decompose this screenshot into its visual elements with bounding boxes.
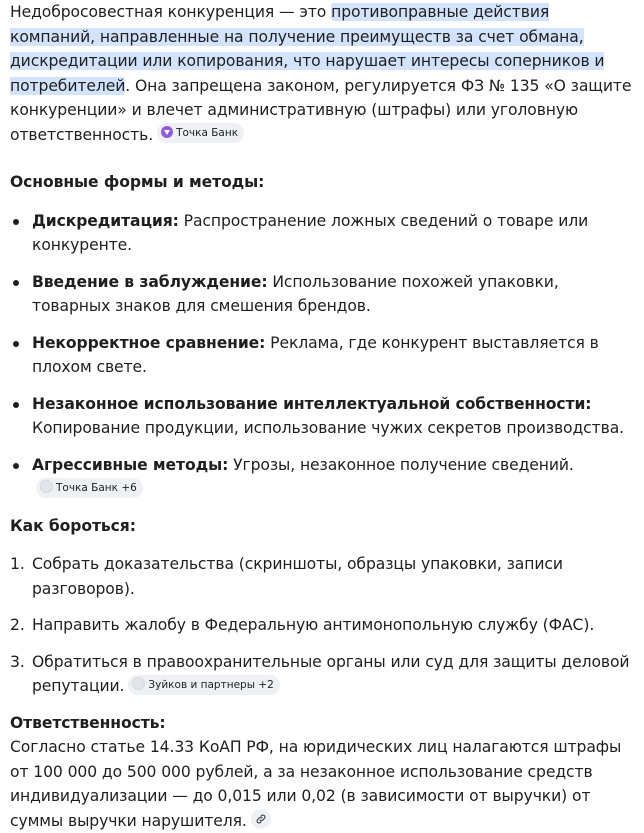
step-number: 3. xyxy=(10,652,25,671)
source-chip-label: Точка Банк +6 xyxy=(56,481,137,494)
list-item xyxy=(10,650,638,699)
source-favicon-icon xyxy=(40,480,53,493)
link-glyph-icon xyxy=(255,813,267,825)
responsibility-text: Согласно статье 14.33 КоАП РФ, на юридических лиц налагаются штрафы от 100 000 до 500 000 рублей, а за незаконное использование средств индивидуализации — до 0,015 или 0,02 (в зависимости от выручки) от суммы выручки нарушителя. xyxy=(10,738,622,830)
source-chip-intro[interactable] xyxy=(157,123,244,143)
list-item xyxy=(10,613,638,638)
intro-tail: . Она запрещена законом, регулируется ФЗ № 135 «О защите конкуренции» и влечет административную (штрафы) или уголовную ответственность. xyxy=(10,76,632,144)
responsibility-paragraph xyxy=(10,735,638,833)
list-item xyxy=(10,270,638,319)
method-term: Агрессивные методы: xyxy=(32,455,229,474)
step-number: 1. xyxy=(10,555,25,573)
source-chip-methods[interactable] xyxy=(36,478,143,498)
method-text: Распространение ложных сведений о товаре или конкуренте. xyxy=(32,211,589,254)
source-favicon-icon xyxy=(161,126,173,138)
methods-list xyxy=(10,209,638,502)
step-text: Направить жалобу в Федеральную антимонопольную службу (ФАС). xyxy=(32,616,595,634)
method-term: Дискредитация: xyxy=(32,211,179,230)
intro-paragraph xyxy=(10,0,638,147)
source-chip-label: Зуйков и партнеры +2 xyxy=(148,678,274,691)
method-text: Угрозы, незаконное получение сведений. xyxy=(228,455,574,474)
method-term: Некорректное сравнение: xyxy=(32,333,266,352)
source-chip-fight[interactable] xyxy=(128,675,279,695)
fight-steps-list xyxy=(10,552,638,699)
list-item xyxy=(10,552,638,601)
link-icon[interactable] xyxy=(251,809,271,829)
fight-heading: Как бороться: xyxy=(10,516,136,535)
list-item xyxy=(10,392,638,441)
method-term: Введение в заблуждение: xyxy=(32,272,268,291)
step-text: Обратиться в правоохранительные органы или суд для защиты деловой репутации. xyxy=(32,652,630,695)
method-text: Копирование продукции, использование чужих секретов производства. xyxy=(32,419,625,437)
methods-heading: Основные формы и методы: xyxy=(10,173,265,191)
list-item xyxy=(10,331,638,380)
method-term: Незаконное использование интеллектуальной собственности: xyxy=(32,394,592,413)
responsibility-heading: Ответственность: xyxy=(10,713,166,732)
step-text: Собрать доказательства (скриншоты, образцы упаковки, записи разговоров). xyxy=(32,555,563,598)
list-item xyxy=(10,453,638,502)
method-text: Реклама, где конкурент выставляется в плохом свете. xyxy=(32,333,599,376)
intro-highlight[interactable]: противоправные действия компаний, направленные на получение преимуществ за счет обмана, дискредитации или копирования, что нарушает интересы соперников и потребителей xyxy=(10,3,605,95)
intro-lead: Недобросовестная конкуренция — это xyxy=(10,3,332,21)
list-item xyxy=(10,209,638,258)
method-text: Использование похожей упаковки, товарных знаков для смешения брендов. xyxy=(32,272,559,315)
source-chip-label: Точка Банк xyxy=(176,127,239,139)
step-number: 2. xyxy=(10,616,25,634)
source-favicon-icon xyxy=(132,677,145,690)
